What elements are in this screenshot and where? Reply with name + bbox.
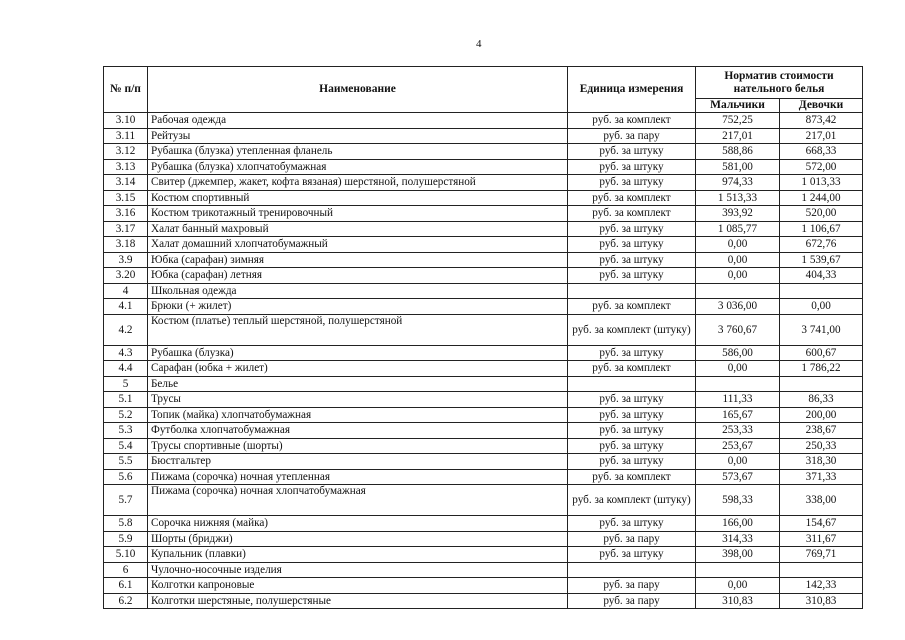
row-name: Футболка хлопчатобумажная — [148, 423, 568, 439]
header-unit: Единица измерения — [568, 67, 696, 113]
row-name: Пижама (сорочка) ночная хлопчатобумажная — [148, 485, 568, 516]
row-name: Белье — [148, 376, 568, 392]
row-unit: руб. за штуку — [568, 221, 696, 237]
row-unit: руб. за комплект — [568, 206, 696, 222]
row-girls-value: 311,67 — [780, 531, 863, 547]
row-unit: руб. за штуку — [568, 175, 696, 191]
row-boys-value: 0,00 — [696, 252, 780, 268]
table-row — [104, 593, 863, 609]
header-girls: Девочки — [780, 99, 863, 113]
row-girls-value: 600,67 — [780, 345, 863, 361]
table-row — [104, 345, 863, 361]
header-name: Наименование — [148, 67, 568, 113]
row-boys-value: 111,33 — [696, 392, 780, 408]
table-row — [104, 531, 863, 547]
row-boys-value: 0,00 — [696, 237, 780, 253]
row-name: Юбка (сарафан) летняя — [148, 268, 568, 284]
row-girls-value: 520,00 — [780, 206, 863, 222]
row-unit: руб. за штуку — [568, 423, 696, 439]
row-name: Шорты (бриджи) — [148, 531, 568, 547]
table-row — [104, 268, 863, 284]
row-girls-value — [780, 562, 863, 578]
row-name: Брюки (+ жилет) — [148, 299, 568, 315]
table-row — [104, 314, 863, 345]
table-row — [104, 407, 863, 423]
row-name: Топик (майка) хлопчатобумажная — [148, 407, 568, 423]
row-boys-value: 581,00 — [696, 159, 780, 175]
row-girls-value: 1 013,33 — [780, 175, 863, 191]
table-row — [104, 547, 863, 563]
table-row — [104, 438, 863, 454]
row-number: 5.7 — [104, 485, 148, 516]
row-number: 5.10 — [104, 547, 148, 563]
row-boys-value: 1 085,77 — [696, 221, 780, 237]
row-number: 5 — [104, 376, 148, 392]
row-boys-value: 398,00 — [696, 547, 780, 563]
row-unit: руб. за комплект (штуку) — [568, 485, 696, 516]
page-number: 4 — [476, 38, 482, 50]
row-number: 5.8 — [104, 516, 148, 532]
row-boys-value: 0,00 — [696, 361, 780, 377]
table-row — [104, 206, 863, 222]
row-number: 6.1 — [104, 578, 148, 594]
row-girls-value: 1 244,00 — [780, 190, 863, 206]
norms-table — [103, 66, 863, 609]
row-number: 3.15 — [104, 190, 148, 206]
row-name: Трусы — [148, 392, 568, 408]
row-number: 3.13 — [104, 159, 148, 175]
row-boys-value — [696, 562, 780, 578]
row-unit — [568, 562, 696, 578]
row-name: Купальник (плавки) — [148, 547, 568, 563]
row-name: Школьная одежда — [148, 283, 568, 299]
row-girls-value: 200,00 — [780, 407, 863, 423]
row-unit: руб. за штуку — [568, 392, 696, 408]
row-unit: руб. за штуку — [568, 268, 696, 284]
row-unit: руб. за штуку — [568, 237, 696, 253]
row-number: 5.1 — [104, 392, 148, 408]
row-name: Рубашка (блузка) хлопчатобумажная — [148, 159, 568, 175]
table-row — [104, 469, 863, 485]
row-girls-value: 250,33 — [780, 438, 863, 454]
row-unit: руб. за пару — [568, 128, 696, 144]
row-number: 3.11 — [104, 128, 148, 144]
table-row — [104, 190, 863, 206]
table-row — [104, 237, 863, 253]
row-number: 5.2 — [104, 407, 148, 423]
row-name: Халат домашний хлопчатобумажный — [148, 237, 568, 253]
row-unit: руб. за комплект — [568, 113, 696, 129]
row-name: Сорочка нижняя (майка) — [148, 516, 568, 532]
row-name: Костюм трикотажный тренировочный — [148, 206, 568, 222]
row-name: Бюстгальтер — [148, 454, 568, 470]
row-boys-value: 314,33 — [696, 531, 780, 547]
row-unit: руб. за штуку — [568, 252, 696, 268]
row-unit: руб. за комплект (штуку) — [568, 314, 696, 345]
row-name: Свитер (джемпер, жакет, кофта вязаная) шерстяной, полушерстяной — [148, 175, 568, 191]
row-boys-value: 3 760,67 — [696, 314, 780, 345]
table-row — [104, 221, 863, 237]
row-unit: руб. за штуку — [568, 407, 696, 423]
row-girls-value: 1 539,67 — [780, 252, 863, 268]
row-boys-value: 974,33 — [696, 175, 780, 191]
table-row — [104, 392, 863, 408]
row-unit — [568, 283, 696, 299]
row-girls-value: 0,00 — [780, 299, 863, 315]
row-girls-value: 238,67 — [780, 423, 863, 439]
row-name: Пижама (сорочка) ночная утепленная — [148, 469, 568, 485]
row-unit: руб. за штуку — [568, 144, 696, 160]
row-unit: руб. за штуку — [568, 454, 696, 470]
row-girls-value: 769,71 — [780, 547, 863, 563]
row-number: 3.9 — [104, 252, 148, 268]
row-unit: руб. за пару — [568, 593, 696, 609]
table-row — [104, 562, 863, 578]
row-name: Халат банный махровый — [148, 221, 568, 237]
row-number: 5.5 — [104, 454, 148, 470]
row-boys-value: 586,00 — [696, 345, 780, 361]
table-row — [104, 578, 863, 594]
row-boys-value: 393,92 — [696, 206, 780, 222]
row-girls-value: 86,33 — [780, 392, 863, 408]
row-boys-value: 217,01 — [696, 128, 780, 144]
row-unit: руб. за штуку — [568, 345, 696, 361]
row-name: Костюм (платье) теплый шерстяной, полушерстяной — [148, 314, 568, 345]
row-boys-value: 588,86 — [696, 144, 780, 160]
row-boys-value: 165,67 — [696, 407, 780, 423]
row-boys-value: 253,67 — [696, 438, 780, 454]
row-name: Чулочно-носочные изделия — [148, 562, 568, 578]
row-name: Колготки капроновые — [148, 578, 568, 594]
row-number: 5.6 — [104, 469, 148, 485]
row-girls-value — [780, 376, 863, 392]
row-unit: руб. за пару — [568, 531, 696, 547]
row-boys-value: 0,00 — [696, 454, 780, 470]
table-row — [104, 175, 863, 191]
header-boys: Мальчики — [696, 99, 780, 113]
table-row — [104, 299, 863, 315]
row-number: 6 — [104, 562, 148, 578]
row-number: 4.4 — [104, 361, 148, 377]
row-boys-value: 573,67 — [696, 469, 780, 485]
row-boys-value: 0,00 — [696, 578, 780, 594]
row-boys-value: 3 036,00 — [696, 299, 780, 315]
table-row — [104, 361, 863, 377]
row-number: 4.3 — [104, 345, 148, 361]
row-number: 5.3 — [104, 423, 148, 439]
table-row — [104, 516, 863, 532]
row-name: Рабочая одежда — [148, 113, 568, 129]
table-row — [104, 423, 863, 439]
row-number: 3.14 — [104, 175, 148, 191]
row-unit: руб. за штуку — [568, 547, 696, 563]
row-number: 3.17 — [104, 221, 148, 237]
header-num: № п/п — [104, 67, 148, 113]
row-name: Сарафан (юбка + жилет) — [148, 361, 568, 377]
row-unit: руб. за комплект — [568, 299, 696, 315]
row-boys-value: 0,00 — [696, 268, 780, 284]
row-boys-value: 598,33 — [696, 485, 780, 516]
row-unit: руб. за штуку — [568, 438, 696, 454]
row-name: Рубашка (блузка) утепленная фланель — [148, 144, 568, 160]
table-row — [104, 376, 863, 392]
row-girls-value: 672,76 — [780, 237, 863, 253]
row-name: Трусы спортивные (шорты) — [148, 438, 568, 454]
row-number: 4.2 — [104, 314, 148, 345]
row-unit — [568, 376, 696, 392]
table-row — [104, 485, 863, 516]
row-boys-value: 1 513,33 — [696, 190, 780, 206]
row-unit: руб. за штуку — [568, 159, 696, 175]
row-girls-value: 154,67 — [780, 516, 863, 532]
row-number: 5.4 — [104, 438, 148, 454]
row-name: Рейтузы — [148, 128, 568, 144]
row-number: 4 — [104, 283, 148, 299]
row-boys-value: 752,25 — [696, 113, 780, 129]
row-number: 5.9 — [104, 531, 148, 547]
row-girls-value: 142,33 — [780, 578, 863, 594]
row-unit: руб. за комплект — [568, 190, 696, 206]
row-boys-value — [696, 376, 780, 392]
row-number: 6.2 — [104, 593, 148, 609]
table-row — [104, 454, 863, 470]
table-row — [104, 113, 863, 129]
row-boys-value: 166,00 — [696, 516, 780, 532]
row-unit: руб. за пару — [568, 578, 696, 594]
row-unit: руб. за комплект — [568, 361, 696, 377]
row-girls-value: 217,01 — [780, 128, 863, 144]
row-girls-value: 3 741,00 — [780, 314, 863, 345]
row-girls-value: 404,33 — [780, 268, 863, 284]
row-boys-value — [696, 283, 780, 299]
header-norm: Норматив стоимости нательного белья — [696, 67, 863, 99]
row-girls-value — [780, 283, 863, 299]
row-boys-value: 310,83 — [696, 593, 780, 609]
row-number: 3.12 — [104, 144, 148, 160]
row-boys-value: 253,33 — [696, 423, 780, 439]
row-name: Колготки шерстяные, полушерстяные — [148, 593, 568, 609]
row-girls-value: 310,83 — [780, 593, 863, 609]
table-row — [104, 144, 863, 160]
row-girls-value: 1 106,67 — [780, 221, 863, 237]
row-girls-value: 338,00 — [780, 485, 863, 516]
row-girls-value: 318,30 — [780, 454, 863, 470]
row-unit: руб. за штуку — [568, 516, 696, 532]
row-girls-value: 668,33 — [780, 144, 863, 160]
row-name: Юбка (сарафан) зимняя — [148, 252, 568, 268]
table-row — [104, 283, 863, 299]
row-number: 3.10 — [104, 113, 148, 129]
row-number: 3.18 — [104, 237, 148, 253]
row-number: 3.16 — [104, 206, 148, 222]
row-girls-value: 572,00 — [780, 159, 863, 175]
row-girls-value: 371,33 — [780, 469, 863, 485]
table-row — [104, 252, 863, 268]
table-body — [104, 113, 863, 609]
row-girls-value: 873,42 — [780, 113, 863, 129]
row-number: 3.20 — [104, 268, 148, 284]
row-name: Рубашка (блузка) — [148, 345, 568, 361]
row-unit: руб. за комплект — [568, 469, 696, 485]
row-name: Костюм спортивный — [148, 190, 568, 206]
row-girls-value: 1 786,22 — [780, 361, 863, 377]
row-number: 4.1 — [104, 299, 148, 315]
table-row — [104, 159, 863, 175]
table-row — [104, 128, 863, 144]
